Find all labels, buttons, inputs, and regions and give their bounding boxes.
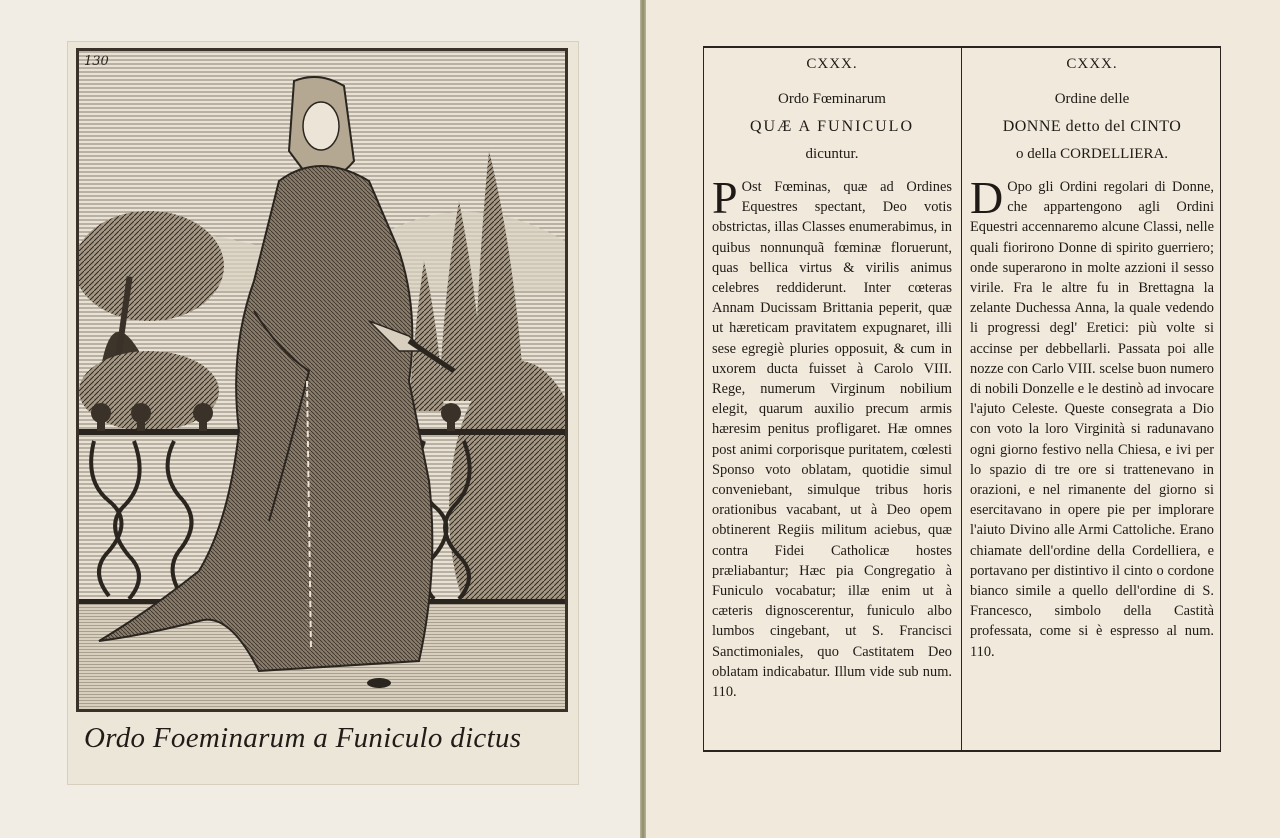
plate-number: 130 xyxy=(84,54,109,69)
face xyxy=(303,102,339,150)
shoe xyxy=(367,678,391,688)
pine-canopy xyxy=(79,211,224,321)
latin-caps-title: QUÆ A FUNICULO xyxy=(749,118,914,135)
italian-column xyxy=(970,52,1214,662)
latin-title-tail: dicuntur. xyxy=(805,146,859,162)
latin-subtitle: Ordo Fœminarum xyxy=(778,91,886,107)
italian-dropcap: D xyxy=(970,172,1004,223)
italian-subtitle: Ordine delle xyxy=(1054,91,1130,107)
plate-caption: Ordo Foeminarum a Funiculo dictus xyxy=(84,722,522,754)
italian-title-tail: o della CORDELLIERA. xyxy=(1015,146,1169,162)
engraving-svg xyxy=(79,51,565,709)
latin-dropcap: P xyxy=(712,172,738,223)
latin-chapter-number: CXXX. xyxy=(806,56,858,72)
latin-body-text: Ost Fœminas, quæ ad Ordines Equestres spectant, Deo votis obstrictas, illas Classes enumerabimus, in quibus nonnunquã fœminæ floruerunt, quas bellica virtus & virilis animus celebres reddiderunt. Inter cœteras Annam Ducissam Brittania peperit, quæ ut hæreticam pravitatem expugnaret, illi sese egregiè pluries opposuit, & cum in uxorem ducta fuisset à Carolo VIII. Rege, numerum Virginum nobilium elegit, quarum auxilio precum armis hæresim penitus profligaret. Hæ omnes post animi corporisque puritatem, cœlesti Sponso voto oblatam, quotidie simul conveniebant, simulque tribus horis orationibus vacabant, ut à Deo opem obtinerent Regiis militum aciebus, quæ contra Fidei Catholicæ hostes præliabantur; Hæc pia Congregatio à Funiculo vocabatur; illæ enim ut à cæteris dignoscerentur, funiculo albo lumbos cingebant, ut S. Francisci Sanctimoniales, quo Castitatem Deo oblatam indicabatur. Illum vide sub num. 110. xyxy=(712,179,952,701)
latin-column xyxy=(712,52,952,702)
italian-caps-title: DONNE detto del CINTO xyxy=(1002,118,1182,135)
latin-body xyxy=(712,172,952,702)
engraving-illustration xyxy=(76,48,568,712)
italian-body xyxy=(970,172,1214,662)
italian-chapter-number: CXXX. xyxy=(1066,56,1118,72)
italian-body-text: Opo gli Ordini regolari di Donne, che appartengono agli Ordini Equestri accennaremo alcune Classi, nelle quali fiorirono Donne di spirito guerriero; onde superarono in molte azzioni il sesso virile. Fra le altre fu in Brettagna la zelante Duchessa Anna, la quale vedendo li progressi degl' Eretici: più volte si accinse per debbellarli. Passata poi alle nozze con Carlo VIII. scelse buon numero di nobili Donzelle e le destinò ad invocare l'ajuto Celeste. Queste consegrata a Dio con voto la loro Virginità si radunavano ogni giorno festivo nella Chiesa, e ivi per lo spazio di tre ore si trattenevano in orazioni, e nel rimanente del giorno si esercitavano in opere pie per implorare l'aiuto Divino alle Armi Cattoliche. Erano chiamate dell'ordine della Cordelliera, e portavano per distintivo il cinto o cordone bianco simile a quello dell'ordine di S. Francesco, simbolo della Castità professata, come si è espresso al num. 110. xyxy=(970,179,1214,660)
column-divider xyxy=(961,48,962,750)
